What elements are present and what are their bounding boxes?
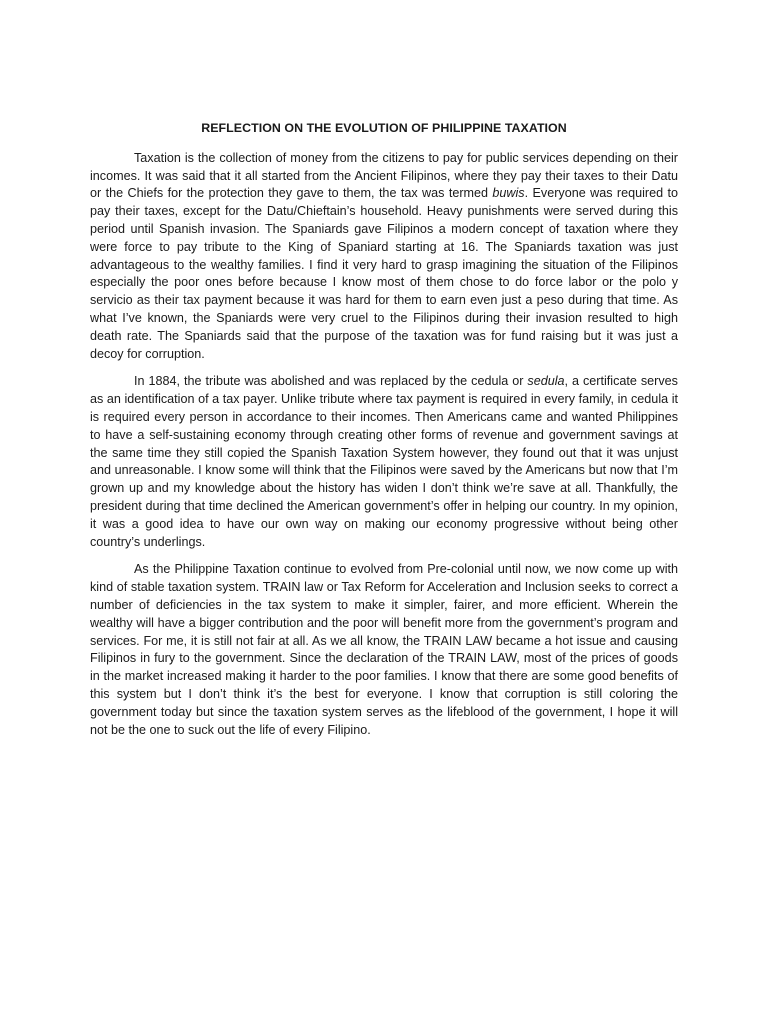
document-page [90,120,678,749]
paragraph-1 [90,150,678,364]
paragraph-2-emphasis: sedula [527,374,565,389]
document-title: REFLECTION ON THE EVOLUTION OF PHILIPPINE TAXATION [201,121,567,135]
paragraph-2-text-start: In 1884, the tribute was abolished and was replaced by the cedula or [134,374,528,389]
paragraph-1-text-end: . Everyone was required to pay their taxes, except for the Datu/Chieftain’s household. Heavy punishments were served during this period until Spanish invasion. The Spaniards gave Filipinos a modern concept of taxation where they were force to pay tribute to the King of Spaniard starting at 16. The Spaniards taxation was just advantageous to the wealthy families. I find it very hard to grasp imagining the situation of the Filipinos especially the poor ones before because I know most of them chose to do force labor or the polo y servicio as their tax payment because it was hard for them to earn even just a peso during that time. As what I’ve known, the Spaniards were very cruel to the Filipinos during their invasion resulted to high death rate. The Spaniards said that the purpose of the taxation was for fund raising but it was just a decoy for corruption. [90,186,678,361]
paragraph-2 [90,373,678,551]
paragraph-3-text-start: As the Philippine Taxation continue to evolved from Pre-colonial until now, we now come up with kind of stable taxation system. TRAIN law or Tax Reform for Acceleration and Inclusion seeks to correct a number of deficiencies in the tax system to make it simpler, fairer, and more efficient. Wherein the wealthy will have a bigger contribution and the poor will benefit more from the government’s program and services. For me, it is still not fair at all. As we all know, the TRAIN LAW became a hot issue and causing Filipinos in fury to the government. Since the declaration of the TRAIN LAW, most of the prices of goods in the market increased making it harder to the poor families. I know that there are some good benefits of this system but I don’t think it’s the best for everyone. I know that corruption is still coloring the government today but since the taxation system serves as the lifeblood of the government, I hope it will not be the one to suck out the life of every Filipino. [90,562,678,737]
paragraph-2-text-end: , a certificate serves as an identification of a tax payer. Unlike tribute where tax payment is required in every family, in cedula it is required every person in accordance to their incomes. Then Americans came and wanted Philippines to have a self-sustaining economy through creating other forms of revenue and government savings at the same time they still copied the Spanish Taxation System however, they found out that it was unjust and unreasonable. I know some will think that the Filipinos were saved by the Americans but now that I’m grown up and my knowledge about the history has widen I don’t think we’re save at all. Thankfully, the president during that time declined the American government’s offer in helping our country. In my opinion, it was a good idea to have our own way on making our economy progressive without being other country’s underlings. [90,374,678,549]
paragraph-1-text-start: Taxation is the collection of money from the citizens to pay for public services depending on their incomes. It was said that it all started from the Ancient Filipinos, where they pay their taxes to their Datu or the Chiefs for the protection they gave to them, the tax was termed [90,150,678,201]
paragraph-1-emphasis: buwis [492,186,525,201]
paragraph-3 [90,561,678,739]
